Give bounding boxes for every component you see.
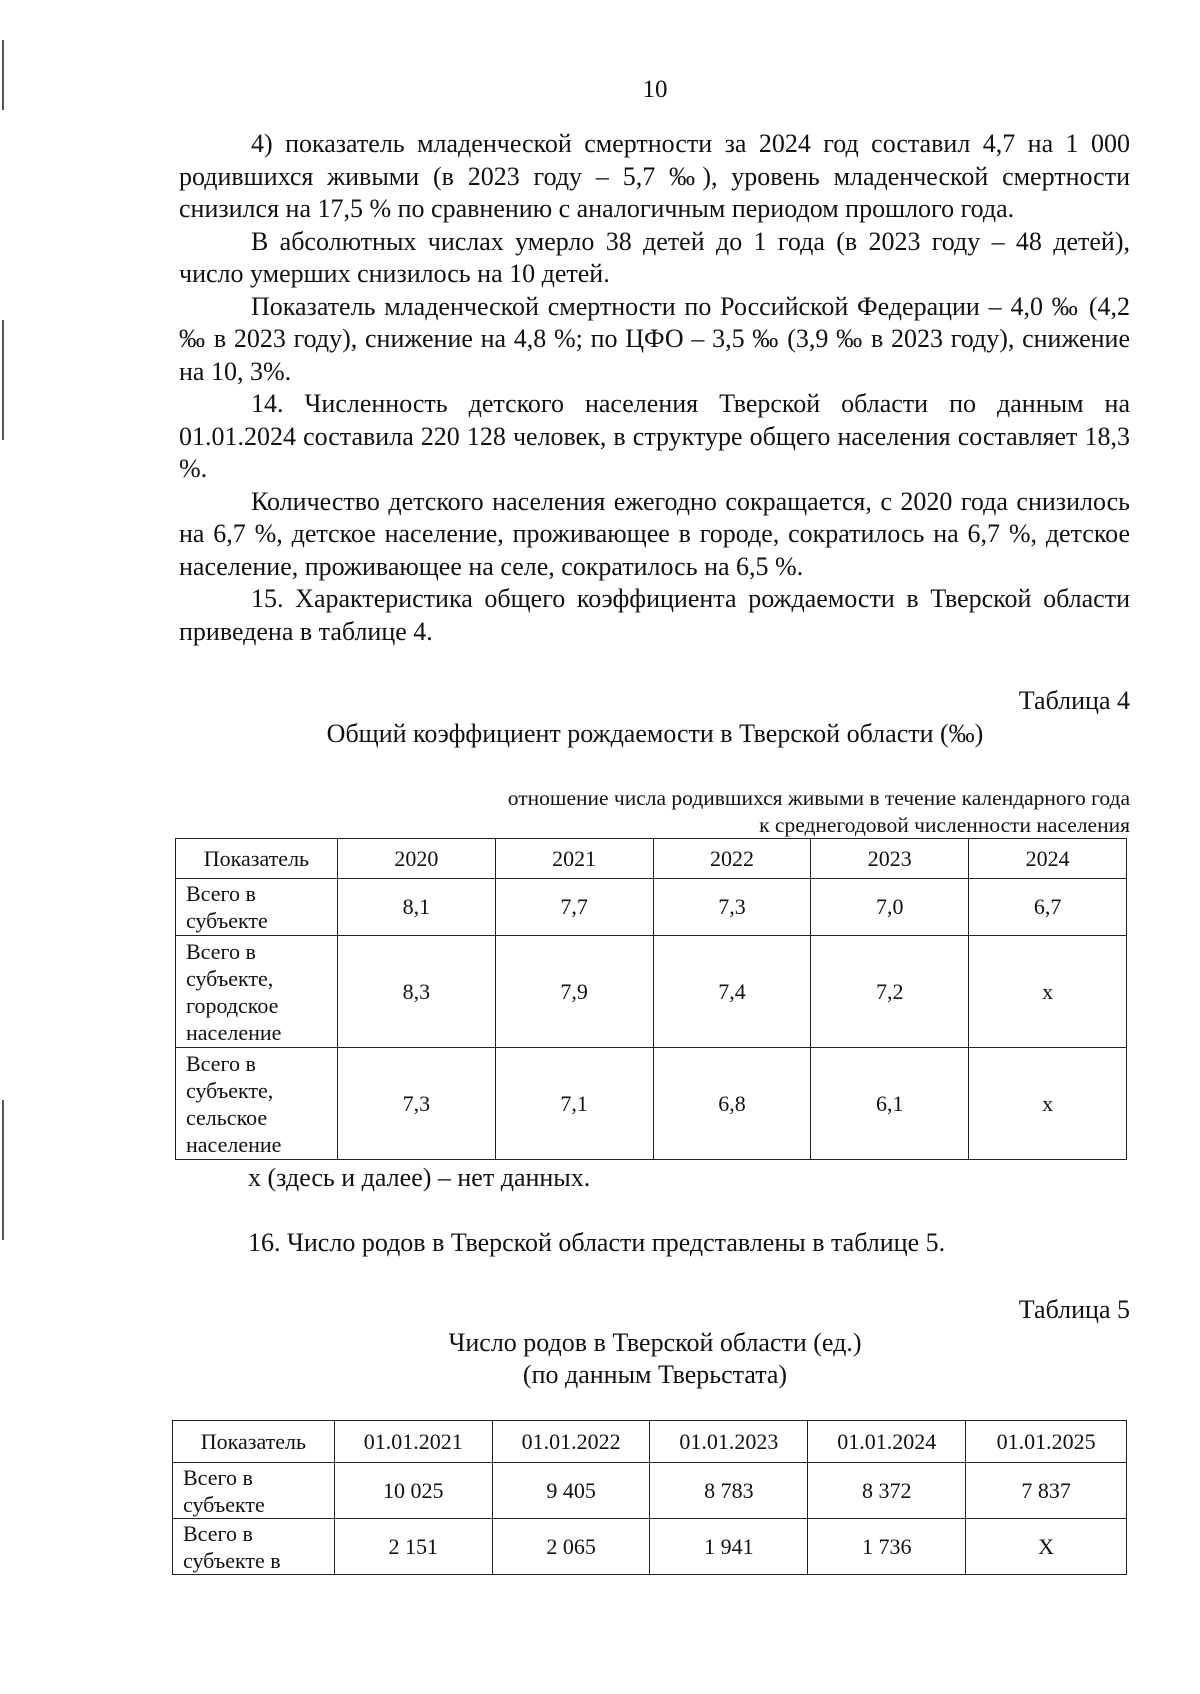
row-label-cell: Всего в субъекте в [173, 1519, 335, 1575]
table-cell: 8,3 [337, 936, 495, 1048]
table-header-cell: 2023 [811, 839, 969, 879]
table-header-cell: 2024 [969, 839, 1127, 879]
table-cell: 8,1 [337, 879, 495, 936]
table-cell: 1 941 [650, 1519, 808, 1575]
table4 [175, 838, 1127, 1160]
row-label-cell: Всего в субъекте [173, 1463, 335, 1519]
table-cell: x [969, 1048, 1127, 1160]
table4-label: Таблица 4 [1018, 686, 1130, 715]
table4-title: Общий коэффициент рождаемости в Тверской области (‰) [326, 719, 984, 748]
table5-title-line: Число родов в Тверской области (ед.) [448, 1328, 862, 1357]
table-row [173, 1519, 1127, 1575]
table5 [172, 1420, 1127, 1575]
row-label-cell: Всего в субъекте [176, 879, 338, 936]
paragraph: 4) показатель младенческой смертности за 2024 год составил 4,7 на 1 000 родившихся живыми (в 2023 году – 5,7 ‰), уровень младенческой смертности снизился на 17,5 % по сравнению с аналогичным периодом прошлого года. [179, 129, 1130, 223]
table4-note-line: к среднегодовой численности населения [759, 813, 1130, 837]
page-number: 10 [642, 76, 668, 103]
table-cell: 2 065 [492, 1519, 650, 1575]
table-row [176, 936, 1127, 1048]
table-cell: 6,7 [969, 879, 1127, 936]
table-header-cell: 2021 [495, 839, 653, 879]
paragraph: В абсолютных числах умерло 38 детей до 1 года (в 2023 году – 48 детей), число умерших снизилось на 10 детей. [179, 226, 1130, 288]
paragraph-16: 16. Число родов в Тверской области представлены в таблице 5. [248, 1228, 946, 1257]
table-header-cell: 01.01.2023 [650, 1421, 808, 1463]
table-cell: 8 372 [808, 1463, 966, 1519]
table-cell: 6,8 [653, 1048, 811, 1160]
row-label-cell: Всего в субъекте, сельское население [176, 1048, 338, 1160]
page-edge-mark [2, 1100, 4, 1240]
table-cell: 7,2 [811, 936, 969, 1048]
table-header-cell: Показатель [176, 839, 338, 879]
table-header-row [176, 839, 1127, 879]
table4-footnote: х (здесь и далее) – нет данных. [248, 1163, 591, 1192]
table-cell: 7 837 [966, 1463, 1127, 1519]
table4-note [370, 785, 1130, 839]
table-cell: 7,9 [495, 936, 653, 1048]
page-edge-mark [2, 320, 4, 440]
table-cell: 6,1 [811, 1048, 969, 1160]
paragraph: 15. Характеристика общего коэффициента рождаемости в Тверской области приведена в таблице 4. [179, 584, 1130, 646]
table-row [176, 879, 1127, 936]
paragraph: 14. Численность детского населения Тверской области по данным на 01.01.2024 составила 220 128 человек, в структуре общего населения составляет 18,3 %. [179, 389, 1130, 483]
table-cell: 7,4 [653, 936, 811, 1048]
table-cell: 1 736 [808, 1519, 966, 1575]
table-header-cell: 01.01.2024 [808, 1421, 966, 1463]
table-cell: 7,7 [495, 879, 653, 936]
table-header-cell: 2020 [337, 839, 495, 879]
table-cell: x [969, 936, 1127, 1048]
table-cell: Х [966, 1519, 1127, 1575]
table-header-cell: Показатель [173, 1421, 335, 1463]
table-cell: 7,0 [811, 879, 969, 936]
table5-title [0, 1327, 1200, 1391]
table4-note-line: отношение числа родившихся живыми в течение календарного года [507, 786, 1130, 810]
table-header-cell: 01.01.2025 [966, 1421, 1127, 1463]
table5-label: Таблица 5 [1018, 1295, 1130, 1324]
table-cell: 2 151 [334, 1519, 492, 1575]
table-cell: 8 783 [650, 1463, 808, 1519]
paragraph: Показатель младенческой смертности по Российской Федерации – 4,0 ‰ (4,2 ‰ в 2023 году), снижение на 4,8 %; по ЦФО – 3,5 ‰ (3,9 ‰ в 2023 году), снижение на 10, 3%. [179, 291, 1130, 386]
table-cell: 10 025 [334, 1463, 492, 1519]
table-header-cell: 01.01.2021 [334, 1421, 492, 1463]
table-row [176, 1048, 1127, 1160]
table-cell: 7,1 [495, 1048, 653, 1160]
table5-title-line: (по данным Тверьстата) [522, 1360, 788, 1389]
table-header-row [173, 1421, 1127, 1463]
row-label-cell: Всего в субъекте, городское население [176, 936, 338, 1048]
table-cell: 9 405 [492, 1463, 650, 1519]
table-row [173, 1463, 1127, 1519]
paragraph: Количество детского населения ежегодно сокращается, с 2020 года снизилось на 6,7 %, детское население, проживающее в городе, сократилось на 6,7 %, детское население, проживающее на селе, сократилось на 6,5 %. [179, 486, 1130, 581]
body-text [179, 128, 1130, 648]
table-cell: 7,3 [337, 1048, 495, 1160]
table-header-cell: 2022 [653, 839, 811, 879]
table-header-cell: 01.01.2022 [492, 1421, 650, 1463]
table-cell: 7,3 [653, 879, 811, 936]
